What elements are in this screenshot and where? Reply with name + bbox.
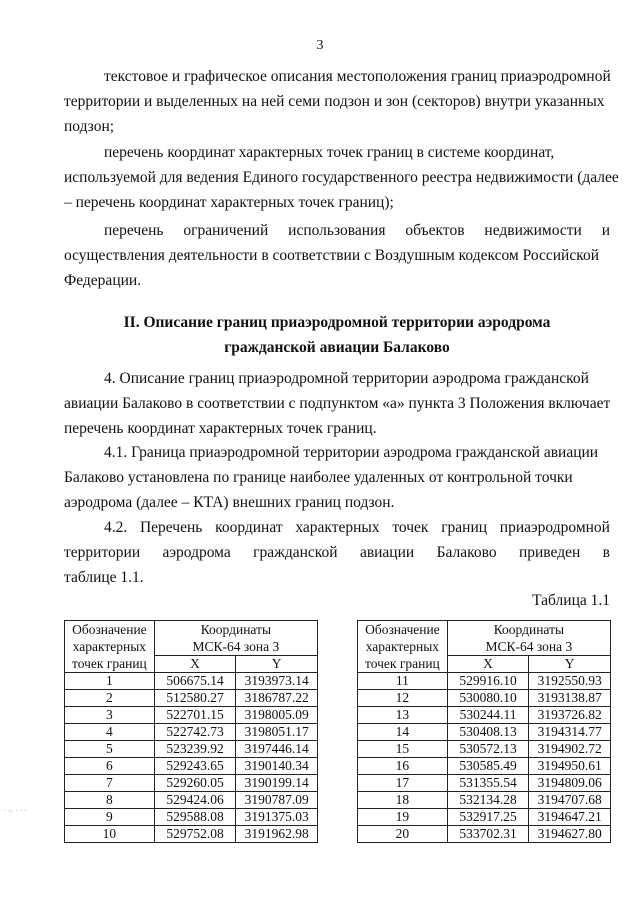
- table-row: [358, 690, 611, 707]
- text-line: территории и выделенных на ней семи подзон и зон (секторов) внутри указанных: [64, 93, 605, 110]
- paragraph-4: [64, 366, 610, 441]
- word: в: [602, 544, 610, 561]
- y-coordinate-cell: 3194314.77: [529, 724, 611, 741]
- text-line: [64, 218, 610, 243]
- x-coordinate-cell: 531355.54: [447, 775, 529, 792]
- point-number-cell: 16: [358, 758, 448, 775]
- y-coordinate-cell: 3191375.03: [236, 809, 318, 826]
- table-row: [65, 775, 318, 792]
- point-number-cell: 7: [65, 775, 155, 792]
- text-line: таблице 1.1.: [64, 569, 144, 586]
- text-line: 4. Описание границ приаэродромной территории аэродрома гражданской: [104, 370, 589, 387]
- word: гражданской: [253, 544, 338, 561]
- point-number-cell: 20: [358, 826, 448, 843]
- word: приведен: [518, 544, 581, 561]
- section-heading-line1: II. Описание границ приаэродромной территории аэродрома: [123, 314, 551, 331]
- x-coordinate-cell: 522701.15: [154, 707, 236, 724]
- x-coordinate-cell: 530080.10: [447, 690, 529, 707]
- word: 4.2.: [104, 519, 128, 536]
- text-line: Балаково установлена по границе наиболее удаленных от контрольной точки: [64, 469, 573, 486]
- word: территории: [64, 544, 141, 561]
- point-number-cell: 3: [65, 707, 155, 724]
- table-row: [358, 707, 611, 724]
- table-row: [65, 673, 318, 690]
- y-coordinate-cell: 3193138.87: [529, 690, 611, 707]
- y-coordinate-cell: 3198005.09: [236, 707, 318, 724]
- text-line: авиации Балаково в соответствии с подпунктом «а» пункта 3 Положения включает: [64, 395, 611, 412]
- x-coordinate-cell: 529588.08: [154, 809, 236, 826]
- table-row: [65, 792, 318, 809]
- table-row: [65, 741, 318, 758]
- word: границ: [441, 519, 488, 536]
- paragraph-description: [64, 64, 610, 139]
- word: недвижимости: [484, 222, 582, 239]
- table-row: [358, 826, 611, 843]
- y-coordinate-cell: 3194647.21: [529, 809, 611, 826]
- text-line: текстовое и графическое описания местоположения границ приаэродромной: [104, 68, 611, 85]
- x-coordinate-cell: 530244.11: [447, 707, 529, 724]
- point-number-cell: 2: [65, 690, 155, 707]
- y-coordinate-cell: 3193973.14: [236, 673, 318, 690]
- point-number-cell: 4: [65, 724, 155, 741]
- text-line: осуществления деятельности в соответствии с Воздушным кодексом Российской: [64, 247, 600, 264]
- paragraph-4-2: [64, 515, 610, 590]
- point-number-cell: 17: [358, 775, 448, 792]
- word: авиации: [359, 544, 415, 561]
- word: перечень: [104, 222, 164, 239]
- y-coordinate-cell: 3190787.09: [236, 792, 318, 809]
- point-number-cell: 19: [358, 809, 448, 826]
- x-coordinate-cell: 523239.92: [154, 741, 236, 758]
- header-point-designation: Обозначение характерных точек границ: [358, 621, 448, 673]
- word: аэродрома: [162, 544, 231, 561]
- point-number-cell: 14: [358, 724, 448, 741]
- text-line: [64, 515, 610, 540]
- table-row: [358, 758, 611, 775]
- x-coordinate-cell: 529916.10: [447, 673, 529, 690]
- y-coordinate-cell: 3194707.68: [529, 792, 611, 809]
- table-row: [65, 809, 318, 826]
- paragraph-coordinates-list: [64, 140, 619, 215]
- point-number-cell: 15: [358, 741, 448, 758]
- word: приаэродромной: [499, 519, 610, 536]
- word: Балаково: [436, 544, 497, 561]
- coordinates-table-right: [357, 620, 611, 843]
- y-coordinate-cell: 3193726.82: [529, 707, 611, 724]
- table-row: [358, 724, 611, 741]
- x-coordinate-cell: 532134.28: [447, 792, 529, 809]
- x-coordinate-cell: 529752.08: [154, 826, 236, 843]
- point-number-cell: 1: [65, 673, 155, 690]
- x-coordinate-cell: 512580.27: [154, 690, 236, 707]
- point-number-cell: 10: [65, 826, 155, 843]
- y-coordinate-cell: 3194809.06: [529, 775, 611, 792]
- table-row: [65, 707, 318, 724]
- x-coordinate-cell: 533702.31: [447, 826, 529, 843]
- header-y: Y: [529, 656, 611, 673]
- y-coordinate-cell: 3190199.14: [236, 775, 318, 792]
- text-line: подзон;: [64, 118, 115, 135]
- x-coordinate-cell: 532917.25: [447, 809, 529, 826]
- section-heading-line2: гражданской авиации Балаково: [224, 339, 450, 356]
- x-coordinate-cell: 530585.49: [447, 758, 529, 775]
- text-line: аэродрома (далее – КТА) внешних границ подзон.: [64, 494, 395, 511]
- paragraph-restrictions: [64, 218, 610, 293]
- word: Перечень: [139, 519, 203, 536]
- text-line: Федерации.: [64, 272, 142, 289]
- point-number-cell: 5: [65, 741, 155, 758]
- y-coordinate-cell: 3190140.34: [236, 758, 318, 775]
- x-coordinate-cell: 506675.14: [154, 673, 236, 690]
- text-line: 4.1. Граница приаэродромной территории аэродрома гражданской авиации: [104, 444, 599, 461]
- text-line: – перечень координат характерных точек границ);: [64, 194, 394, 211]
- word: характерных: [295, 519, 380, 536]
- y-coordinate-cell: 3186787.22: [236, 690, 318, 707]
- y-coordinate-cell: 3194627.80: [529, 826, 611, 843]
- point-number-cell: 6: [65, 758, 155, 775]
- word: использования: [288, 222, 386, 239]
- header-x: X: [154, 656, 236, 673]
- text-line: [64, 540, 610, 565]
- coordinates-table-left: [64, 620, 318, 843]
- margin-scan-marks: . ,, . . .: [4, 803, 27, 813]
- header-x: X: [447, 656, 529, 673]
- table-row: [358, 775, 611, 792]
- y-coordinate-cell: 3191962.98: [236, 826, 318, 843]
- word: координат: [215, 519, 283, 536]
- table-row: [65, 724, 318, 741]
- table-row: [358, 792, 611, 809]
- y-coordinate-cell: 3194950.61: [529, 758, 611, 775]
- x-coordinate-cell: 522742.73: [154, 724, 236, 741]
- word: точек: [392, 519, 429, 536]
- point-number-cell: 12: [358, 690, 448, 707]
- text-line: перечень координат характерных точек границ в системе координат,: [104, 144, 555, 161]
- header-coordinates: Координаты МСК-64 зона 3: [154, 621, 317, 656]
- table-row: [65, 758, 318, 775]
- point-number-cell: 9: [65, 809, 155, 826]
- table-row: [358, 673, 611, 690]
- y-coordinate-cell: 3197446.14: [236, 741, 318, 758]
- table-row: [65, 690, 318, 707]
- x-coordinate-cell: 529424.06: [154, 792, 236, 809]
- point-number-cell: 13: [358, 707, 448, 724]
- point-number-cell: 11: [358, 673, 448, 690]
- point-number-cell: 18: [358, 792, 448, 809]
- word: и: [601, 222, 610, 239]
- table-row: [358, 809, 611, 826]
- table-label: Таблица 1.1: [532, 592, 610, 609]
- header-point-designation: Обозначение характерных точек границ: [65, 621, 155, 673]
- x-coordinate-cell: 529260.05: [154, 775, 236, 792]
- y-coordinate-cell: 3198051.17: [236, 724, 318, 741]
- table-row: [65, 826, 318, 843]
- paragraph-4-1: [64, 440, 610, 515]
- header-coordinates: Координаты МСК-64 зона 3: [447, 621, 610, 656]
- x-coordinate-cell: 529243.65: [154, 758, 236, 775]
- table-row: [358, 741, 611, 758]
- word: объектов: [405, 222, 465, 239]
- point-number-cell: 8: [65, 792, 155, 809]
- word: ограничений: [183, 222, 269, 239]
- header-y: Y: [236, 656, 318, 673]
- text-line: перечень координат характерных точек границ.: [64, 420, 377, 437]
- page-number: 3: [316, 38, 324, 53]
- text-line: используемой для ведения Единого государственного реестра недвижимости (далее: [64, 169, 619, 186]
- y-coordinate-cell: 3194902.72: [529, 741, 611, 758]
- y-coordinate-cell: 3192550.93: [529, 673, 611, 690]
- x-coordinate-cell: 530572.13: [447, 741, 529, 758]
- x-coordinate-cell: 530408.13: [447, 724, 529, 741]
